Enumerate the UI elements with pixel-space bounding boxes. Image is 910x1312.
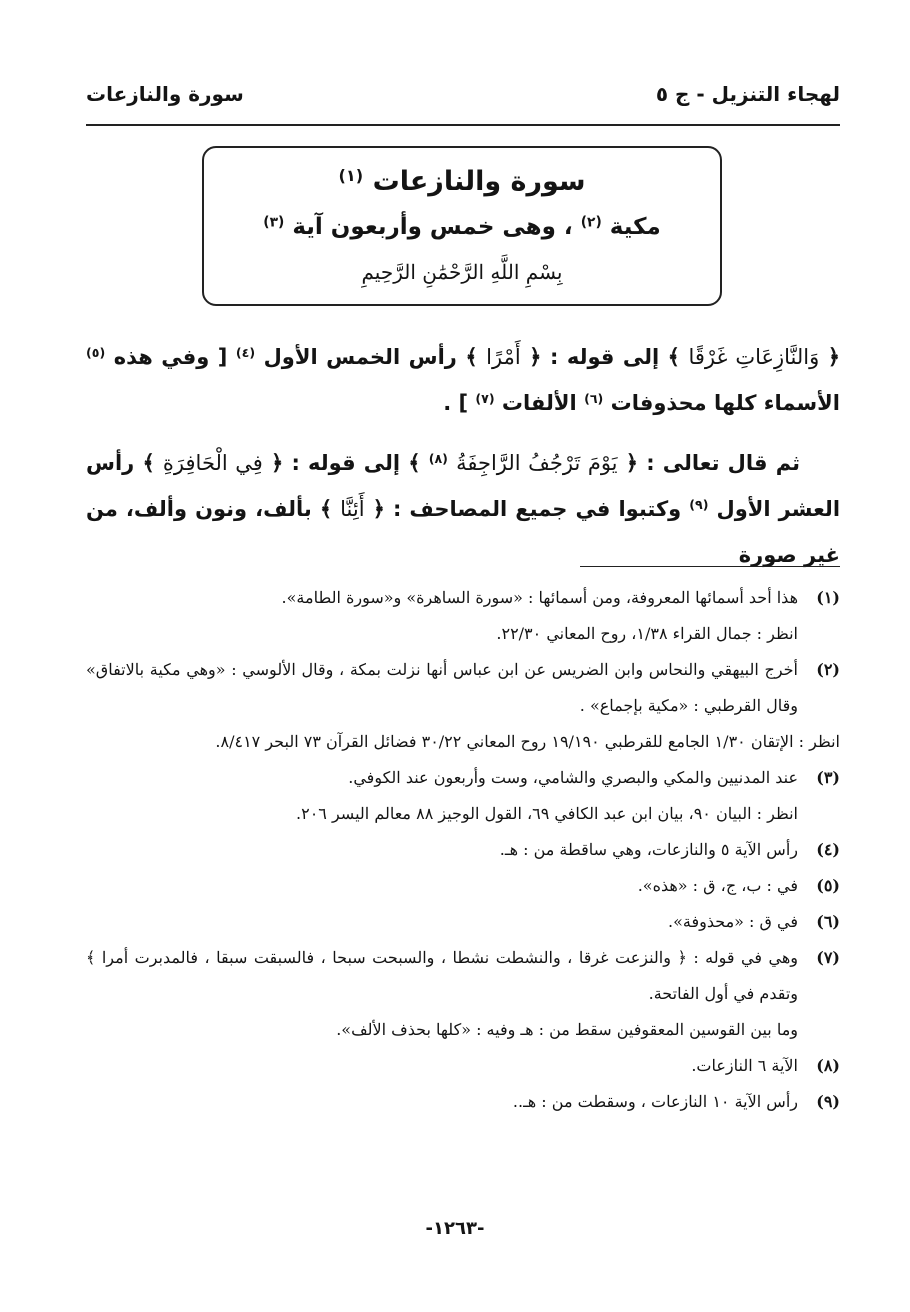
quran-bracket-close: ﴾	[408, 451, 421, 475]
footnote-1	[86, 580, 840, 652]
footnote-text: عند المدنيين والمكي والبصري والشامي، وست وأربعون عند الكوفي.	[348, 768, 798, 787]
footnote-text: في : ب، ج، ق : «هذه».	[637, 876, 798, 895]
footnote-number: (٨)	[816, 1056, 840, 1075]
body-text: رأس الخمس الأول	[263, 345, 457, 369]
footnote-reference: انظر : البيان ٩٠، بيان ابن عبد الكافي ٦٩، القول الوجيز ٨٨ معالم اليسر ٢٠٦.	[296, 804, 798, 823]
footnote-ref-1: (١)	[338, 166, 364, 186]
body-text: إلى قوله :	[549, 345, 660, 369]
quran-bracket-close: ﴾	[142, 451, 155, 475]
header-divider	[86, 124, 840, 126]
footnote-text: وهي في قوله : ﴿ والنزعت غرقا ، والنشطت نشطا ، والسبحت سبحا ، فالسبقت سبقا ، فالمدبرت أمرا ﴾ وتقدم في أول الفاتحة.	[86, 948, 799, 1003]
paragraph-2	[86, 440, 840, 578]
footnote-ref-4: (٤)	[235, 345, 256, 361]
paragraph-1	[86, 334, 840, 426]
footnote-reference: وما بين القوسين المعقوفين سقط من : هـ وفيه : «كلها بحذف الألف».	[336, 1020, 798, 1039]
body-text: رأس العشر الأول	[86, 451, 841, 521]
footnote-2	[86, 652, 840, 760]
quran-verse: أَئِنَّا	[340, 497, 365, 521]
quran-bracket-open: ﴿	[625, 451, 639, 475]
quran-verse: أَمْرًا	[486, 345, 521, 369]
footnote-number: (٥)	[816, 876, 840, 895]
quran-bracket-open: ﴿	[827, 345, 841, 369]
footnote-ref-3: (٣)	[263, 214, 285, 231]
body-text: الألفات	[501, 391, 577, 415]
footnote-number: (٩)	[816, 1092, 840, 1111]
footnote-text: الآية ٦ النازعات.	[691, 1056, 798, 1075]
body-text: وكتبوا في جميع المصاحف :	[392, 497, 682, 521]
footnote-ref-5: (٥)	[86, 345, 106, 361]
footnote-ref-8: (٨)	[428, 451, 448, 467]
footnote-5	[86, 868, 840, 904]
quran-bracket-close: ﴾	[465, 345, 478, 369]
body-text: إلى قوله :	[291, 451, 401, 475]
footnote-text: رأس الآية ٥ والنازعات، وهي ساقطة من : هـ.	[499, 840, 798, 859]
body-text: ] .	[443, 391, 469, 415]
footnote-ref-2: (٢)	[580, 214, 602, 231]
quran-bracket-open: ﴿	[372, 497, 385, 521]
footnotes	[86, 580, 840, 1120]
surah-meta-makki: مكية	[609, 214, 661, 240]
footnote-text: رأس الآية ١٠ النازعات ، وسقطت من : هـ..	[512, 1092, 798, 1111]
footnote-text: في ق : «محذوفة».	[668, 912, 798, 931]
footnote-reference: انظر : جمال القراء ١/٣٨، روح المعاني ٢٢/٣٠.	[496, 624, 798, 643]
quran-verse: يَوْمَ تَرْجُفُ الرَّاجِفَةُ	[456, 451, 618, 475]
surah-meta	[204, 214, 720, 240]
quran-verse: فِي الْحَافِرَةِ	[162, 451, 263, 475]
surah-meta-verse-count: ، وهى خمس وأربعون آية	[292, 214, 573, 240]
footnote-number: (٦)	[816, 912, 840, 931]
footnote-number: (٤)	[816, 840, 840, 859]
body-text: [ وفي هذه	[113, 345, 228, 369]
running-head-book: لهجاء التنزيل - ج ٥	[655, 82, 840, 106]
footnote-number: (٧)	[816, 948, 840, 967]
footnote-text: أخرج البيهقي والنحاس وابن الضريس عن ابن عباس أنها نزلت بمكة ، وقال الألوسي : «وهي مكية بالاتفاق» وقال القرطبي : «مكية بإجماع» .	[86, 660, 798, 715]
footnote-ref-7: (٧)	[475, 391, 495, 407]
page-number: -١٢٦٣-	[425, 1218, 485, 1239]
basmala: بِسْمِ اللَّهِ الرَّحْمَٰنِ الرَّحِيمِ	[361, 260, 563, 284]
footnote-reference: انظر : الإتقان ١/٣٠ الجامع للقرطبي ١٩/١٩٠ روح المعاني ٣٠/٢٢ فضائل القرآن ٧٣ البحر ٨/٤١٧.	[215, 732, 840, 751]
footnote-7	[86, 940, 840, 1048]
running-head	[86, 78, 840, 118]
footnote-ref-6: (٦)	[584, 391, 604, 407]
quran-bracket-close: ﴾	[667, 345, 680, 369]
footnote-4	[86, 832, 840, 868]
body-text: بألف، ونون وألف، من غير صورة	[86, 497, 840, 567]
footnote-text: هذا أحد أسمائها المعروفة، ومن أسمائها : «سورة الساهرة» و«سورة الطامة».	[281, 588, 798, 607]
footnote-6	[86, 904, 840, 940]
surah-title-box	[202, 146, 722, 306]
footnote-divider	[580, 566, 840, 567]
footnote-number: (٣)	[816, 768, 840, 787]
footnote-9	[86, 1084, 840, 1120]
quran-bracket-open: ﴿	[270, 451, 284, 475]
footnote-3	[86, 760, 840, 832]
footnote-number: (٢)	[816, 660, 840, 679]
footnote-ref-9: (٩)	[689, 497, 709, 513]
running-head-surah: سورة والنازعات	[86, 82, 244, 106]
surah-title-text: سورة والنازعات	[372, 166, 586, 197]
quran-bracket-open: ﴿	[529, 345, 542, 369]
surah-title	[204, 166, 720, 197]
quran-bracket-close: ﴾	[319, 497, 333, 521]
body-text: الأسماء كلها محذوفات	[610, 391, 840, 415]
quran-verse: وَالنَّازِعَاتِ غَرْقًا	[688, 345, 820, 369]
footnote-number: (١)	[816, 588, 840, 607]
body-text: ثم قال تعالى :	[646, 451, 801, 475]
footnote-8	[86, 1048, 840, 1084]
